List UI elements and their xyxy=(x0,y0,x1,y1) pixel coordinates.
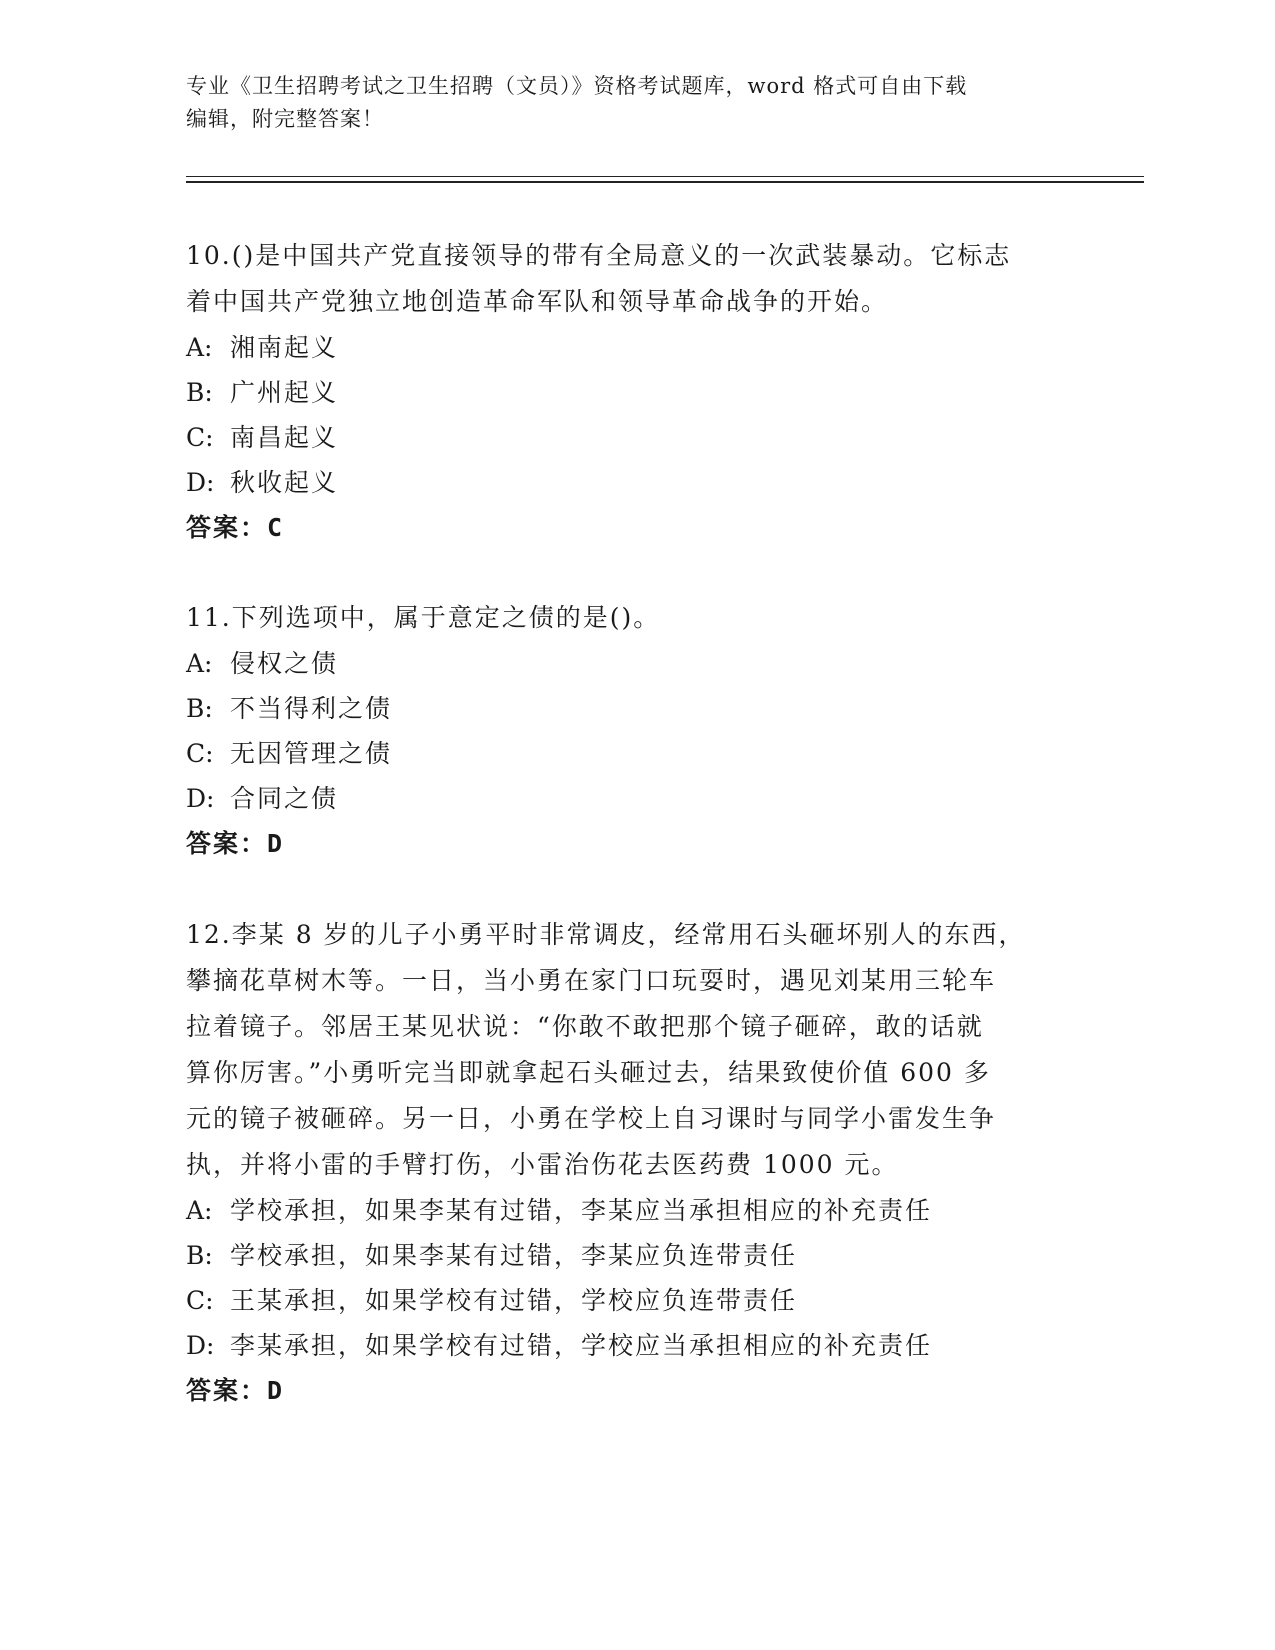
option-letter: A: xyxy=(186,333,213,362)
option-letter: A: xyxy=(186,1196,213,1225)
option-text: 王某承担，如果学校有过错，学校应负连带责任 xyxy=(230,1286,798,1315)
option-b xyxy=(186,370,1066,415)
answer-line xyxy=(186,821,1066,867)
header-line-1: 专业《卫生招聘考试之卫生招聘（文员）》资格考试题库，word 格式可自由下载 xyxy=(186,74,968,98)
stem-line: 执，并将小雷的手臂打伤，小雷治伤花去医药费 1000 元。 xyxy=(186,1150,899,1179)
document-header xyxy=(186,70,1066,136)
header-line-2: 编辑，附完整答案！ xyxy=(186,107,384,131)
answer-label: 答案： xyxy=(186,513,268,542)
header-divider-thick xyxy=(186,181,1144,183)
answer-value: C xyxy=(267,513,284,542)
option-letter: B: xyxy=(186,1241,213,1270)
option-d xyxy=(186,1323,1066,1368)
stem-line: 元的镜子被砸碎。另一日，小勇在学校上自习课时与同学小雷发生争 xyxy=(186,1104,997,1133)
question-11 xyxy=(186,595,1066,867)
option-text: 南昌起义 xyxy=(230,423,339,452)
option-letter: B: xyxy=(186,378,213,407)
option-text: 学校承担，如果李某有过错，李某应负连带责任 xyxy=(230,1241,798,1270)
option-letter: C: xyxy=(186,739,214,768)
option-text: 侵权之债 xyxy=(230,649,339,678)
answer-value: D xyxy=(267,829,284,858)
stem-line: 算你厉害。”小勇听完当即就拿起石头砸过去，结果致使价值 600 多 xyxy=(186,1058,991,1087)
option-b xyxy=(186,686,1066,731)
option-a xyxy=(186,325,1066,370)
stem-line: 10.()是中国共产党直接领导的带有全局意义的一次武装暴动。它标志 xyxy=(186,241,1012,270)
option-text: 秋收起义 xyxy=(230,468,339,497)
option-text: 学校承担，如果李某有过错，李某应当承担相应的补充责任 xyxy=(230,1196,933,1225)
stem-line: 12.李某 8 岁的儿子小勇平时非常调皮，经常用石头砸坏别人的东西， xyxy=(186,920,1026,949)
question-12 xyxy=(186,912,1066,1414)
option-text: 广州起义 xyxy=(230,378,339,407)
option-text: 湘南起义 xyxy=(230,333,339,362)
option-c xyxy=(186,731,1066,776)
option-c xyxy=(186,415,1066,460)
option-letter: A: xyxy=(186,649,213,678)
option-letter: C: xyxy=(186,423,214,452)
answer-value: D xyxy=(267,1376,284,1405)
option-letter: D: xyxy=(186,1331,215,1360)
option-b xyxy=(186,1233,1066,1278)
option-d xyxy=(186,776,1066,821)
answer-line xyxy=(186,1368,1066,1414)
option-c xyxy=(186,1278,1066,1323)
option-letter: D: xyxy=(186,784,215,813)
stem-line: 拉着镜子。邻居王某见状说：“你敢不敢把那个镜子砸碎，敢的话就 xyxy=(186,1012,984,1041)
question-stem xyxy=(186,912,1066,1188)
option-d xyxy=(186,460,1066,505)
header-divider-thin xyxy=(186,176,1144,177)
option-letter: C: xyxy=(186,1286,214,1315)
question-10 xyxy=(186,233,1066,551)
option-text: 合同之债 xyxy=(230,784,339,813)
option-letter: B: xyxy=(186,694,213,723)
stem-line: 着中国共产党独立地创造革命军队和领导革命战争的开始。 xyxy=(186,287,889,316)
answer-label: 答案： xyxy=(186,829,268,858)
option-a xyxy=(186,1188,1066,1233)
option-a xyxy=(186,641,1066,686)
option-text: 无因管理之债 xyxy=(230,739,393,768)
answer-line xyxy=(186,505,1066,551)
question-stem xyxy=(186,233,1066,325)
option-text: 李某承担，如果学校有过错，学校应当承担相应的补充责任 xyxy=(230,1331,933,1360)
option-letter: D: xyxy=(186,468,215,497)
option-text: 不当得利之债 xyxy=(230,694,393,723)
stem-line: 11.下列选项中，属于意定之债的是()。 xyxy=(186,603,661,632)
answer-label: 答案： xyxy=(186,1376,268,1405)
question-stem xyxy=(186,595,1066,641)
stem-line: 攀摘花草树木等。一日，当小勇在家门口玩耍时，遇见刘某用三轮车 xyxy=(186,966,997,995)
